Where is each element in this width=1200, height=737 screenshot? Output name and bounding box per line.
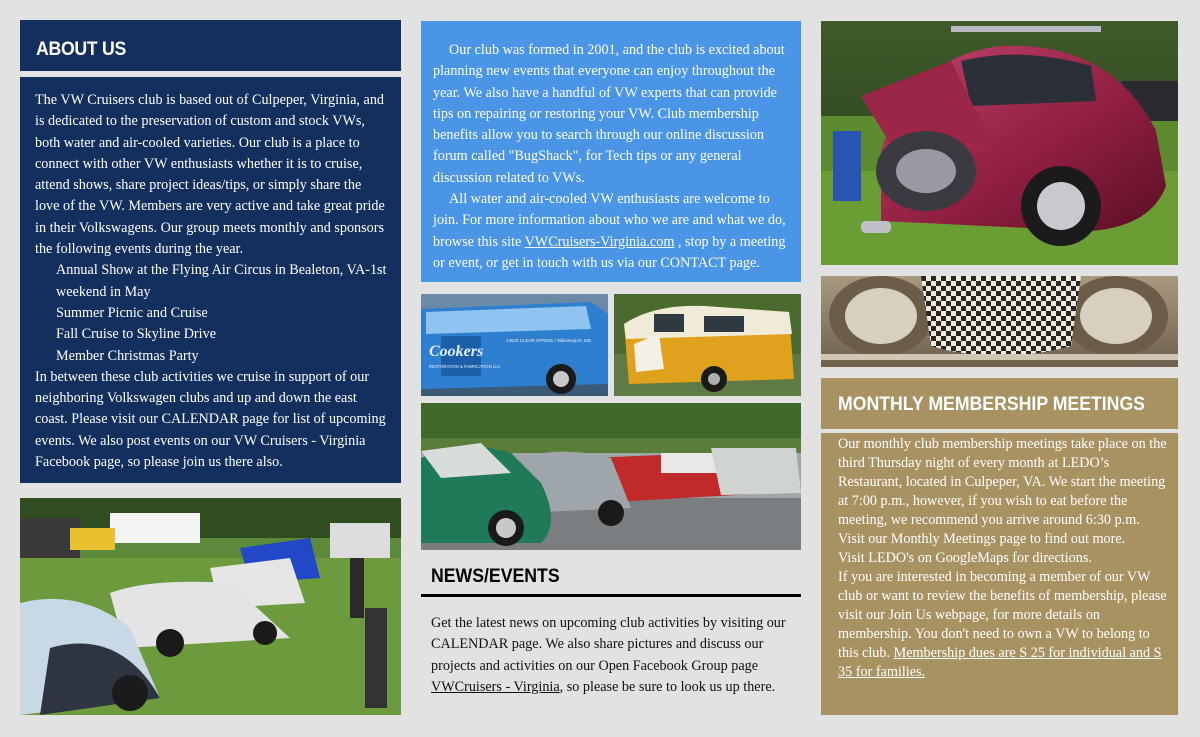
photo-yellow-bus [614,294,801,396]
event-item: Fall Cruise to Skyline Drive [56,326,216,343]
about-outro-text: In between these club activities we cruise in support of our neighboring Volkswagen clubs and up and down the east coast. Please visit our CALENDAR page for list of upcoming events. We also post events on our VW Cruisers - Virginia Facebook page, so please join us there also. [35,368,386,471]
facebook-group-link[interactable]: VWCruisers - Virginia [431,678,560,695]
photo-beetle-hood [821,276,1178,367]
join-text-start: All water and air-cooled VW enthusiasts are welcome to join. For more information about who we are and what we do, browse this site [433,191,786,250]
bus-door-lettering: Cookers [429,343,484,360]
news-divider [421,594,801,597]
news-body [431,613,793,698]
event-item: Member Christmas Party [56,347,199,364]
bus-side-lettering: 14643 CLEAR SPRING / Williamsport, MD [506,338,592,343]
site-link[interactable]: VWCruisers-Virginia.com [524,233,675,250]
news-text-start: Get the latest news on upcoming club activities by visiting our CALENDAR page. We also share pictures and discuss our projects and activities on our Open Facebook Group page [431,615,786,674]
news-text-end: , so please be sure to look us up there. [559,678,776,695]
membership-text [838,568,1168,682]
membership-dues-link[interactable]: Membership dues are S 25 for individual and S 35 for families. [838,645,1162,680]
about-body [20,77,401,483]
news-title: NEWS/EVENTS [431,566,560,587]
news-text [431,613,793,698]
event-item: Summer Picnic and Cruise [56,304,208,321]
about-title: ABOUT US [36,39,127,60]
about-header [20,20,401,71]
photo-red-beetle [821,21,1178,265]
membership-info: If you are interested in becoming a member of our VW club or want to review the benefits of membership, please visit our Join Us webpage, for more details on membership. You don't need to own a VW to belong to this club. [838,569,1167,661]
about-intro-text: The VW Cruisers club is based out of Culpeper, Virginia, and is dedicated to the preservation of custom and stock VWs, both water and air-cooled varieties. Our club is a place to connect with other VW enthusiasts whether it is to cruise, attend shows, share project ideas/tips, or simply share the love of the VW. Members are very active and take great pride in their Volkswagens. Our group meets monthly and sponsors the following events during the year. [35,92,385,258]
club-join-text [433,189,787,274]
meetings-more-text: Visit our Monthly Meetings page to find out more. [838,531,1126,547]
club-intro-panel [421,21,801,282]
join-text-end: , stop by a meeting or event, or get in touch with us via our CONTACT page. [433,233,786,271]
photo-blue-bus [421,294,608,396]
meetings-directions-text: Visit LEDO's on GoogleMaps for directions. [838,550,1092,566]
bus-sub-lettering: RESTORATION & FABRICATION LLC [429,364,501,369]
meetings-body [821,433,1178,715]
club-intro-text: Our club was formed in 2001, and the club is excited about planning new events that everyone can enjoy throughout the year. We also have a handful of VW experts that can provide tips on repairing or restoring your VW. Club membership benefits allow you to search through our online discussion forum called "BugShack", for Tech tips or any general discussion related to VWs. [433,42,785,186]
meetings-title: MONTHLY MEMBERSHIP MEETINGS [838,394,1145,415]
event-item: Annual Show at the Flying Air Circus in Bealeton, VA-1st weekend in May [56,262,387,300]
meetings-text: Our monthly club membership meetings take place on the third Thursday night of every month at LEDO’s Restaurant, located in Culpeper, VA. We start the meeting at 7:00 p.m., however, if you wish to eat before the meeting, we recommend you arrive around 6:30 p.m. [838,436,1167,528]
meetings-header [821,378,1178,429]
photo-car-show-line [421,403,801,550]
photo-show-field [20,498,401,715]
